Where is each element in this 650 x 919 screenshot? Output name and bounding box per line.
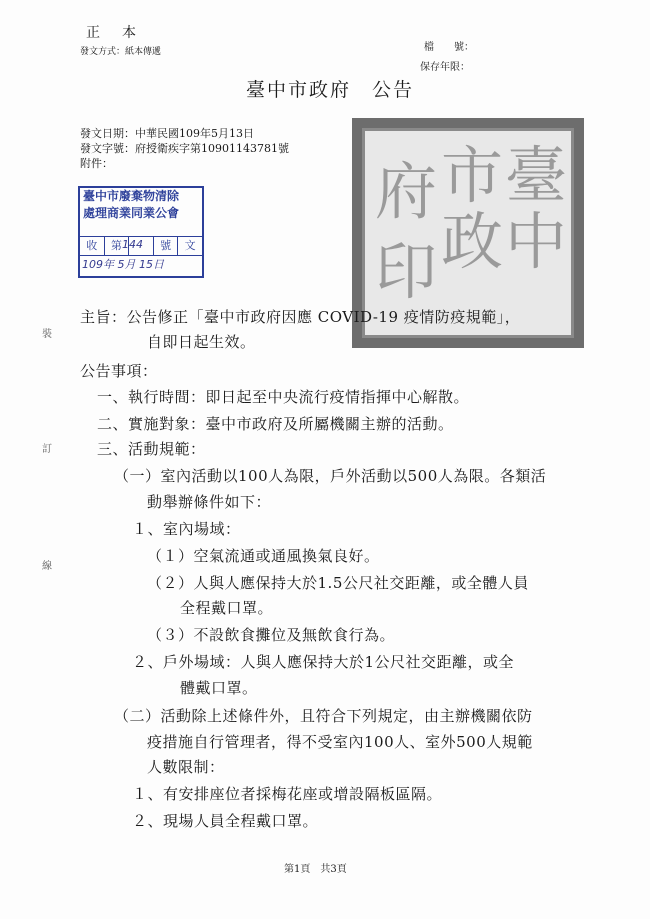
- seal-char: 府: [375, 155, 438, 228]
- file-no-label: 檔 號：: [424, 42, 474, 53]
- paragraph-2: （二）活動除上述條件外，且符合下列規定，由主辦機關依防: [114, 707, 533, 725]
- paragraph-2-cont: 人數限制：: [147, 758, 225, 776]
- announcement-heading: 公告事項：: [80, 362, 158, 380]
- subject-line: 主旨：公告修正「臺中市政府因應 COVID-19 疫情防疫規範」，: [80, 308, 521, 326]
- sub-item-1c: （３）不設飲食攤位及無飲食行為。: [147, 626, 396, 644]
- stamp-org-line1: 臺中市廢棄物清除: [83, 189, 180, 203]
- receipt-stamp: [78, 186, 204, 278]
- item-1: 一、執行時間：即日起至中央流行疫情指揮中心解散。: [97, 388, 470, 406]
- copy-type: 正 本: [86, 25, 140, 41]
- page-title: 臺中市政府 公告: [246, 79, 415, 101]
- binding-mark: 裝: [42, 329, 52, 340]
- paragraph-2-cont: 疫措施自行管理者，得不受室內100人、室外500人規範: [147, 733, 533, 751]
- issue-date: 發文日期：中華民國109年5月13日: [80, 127, 254, 140]
- sub-item-2: ２、戶外場域：人與人應保持大於1公尺社交距離，或全: [132, 653, 515, 671]
- sub-item-1b-cont: 全程戴口罩。: [180, 599, 274, 617]
- paragraph-1: （一）室內活動以100人為限，戶外活動以500人為限。各類活: [114, 467, 547, 485]
- seal-char: 臺: [505, 139, 568, 212]
- binding-mark: 線: [42, 561, 52, 572]
- paragraph-2-item-2: ２、現場人員全程戴口罩。: [132, 812, 319, 830]
- stamp-cell: 收: [80, 237, 105, 255]
- attachment-label: 附件：: [80, 157, 113, 170]
- paragraph-1-cont: 動舉辦條件如下：: [147, 493, 272, 511]
- stamp-cell: 號: [154, 237, 179, 255]
- stamp-cell: 第: [105, 237, 130, 255]
- seal-char: 政: [441, 205, 504, 278]
- stamp-hand-date: 109年 5月 15日: [82, 258, 164, 271]
- stamp-org-line2: 處理商業同業公會: [83, 206, 180, 220]
- sub-item-2-cont: 體戴口罩。: [180, 679, 258, 697]
- item-3: 三、活動規範：: [97, 440, 206, 458]
- document-number: 發文字號：府授衛疾字第10901143781號: [80, 142, 289, 155]
- send-method: 發文方式：紙本傳遞: [80, 47, 162, 57]
- stamp-cell: 文: [184, 239, 196, 252]
- retention-label: 保存年限：: [420, 62, 470, 73]
- sub-item-1a: （１）空氣流通或通風換氣良好。: [147, 547, 380, 565]
- seal-char: 印: [375, 235, 438, 308]
- item-2: 二、實施對象：臺中市政府及所屬機關主辦的活動。: [97, 415, 454, 433]
- stamp-hand-number: 144: [122, 238, 143, 251]
- binding-mark: 訂: [42, 444, 52, 455]
- page-number: 第1頁 共3頁: [284, 864, 347, 875]
- seal-char: 中: [505, 205, 568, 278]
- seal-char: 市: [441, 139, 504, 212]
- sub-item-1b: （２）人與人應保持大於1.5公尺社交距離，或全體人員: [147, 574, 529, 592]
- sub-item-1: １、室內場域：: [132, 520, 241, 538]
- paragraph-2-item-1: １、有安排座位者採梅花座或增設隔板區隔。: [132, 785, 443, 803]
- subject-line: 自即日起生效。: [147, 333, 256, 351]
